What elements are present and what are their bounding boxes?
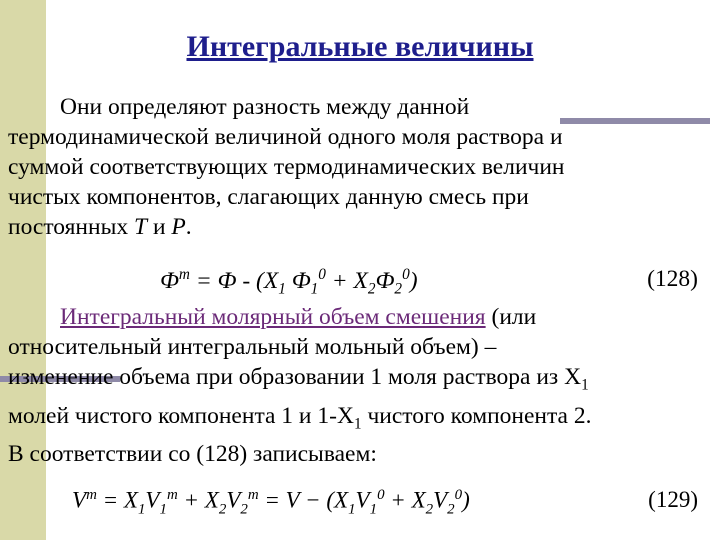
p2-line5: В соответствии со (128) записываем:: [8, 441, 377, 468]
term-link: Интегральный молярный объем смешения: [60, 304, 486, 330]
p2-line3: изменение объема при образовании 1 моля раствора из X: [8, 364, 582, 390]
p1-line5: постоянных: [8, 214, 134, 240]
var-T: T: [133, 214, 148, 240]
period: .: [185, 214, 192, 240]
formula-129: $V^m = X_1V_1^m + X_2V_2^m = V - (X_1V_1^0 + X_2V_2^0)$: [72, 487, 470, 518]
equation-number-128: (128): [647, 266, 698, 292]
paragraph-molar-volume: Интегральный молярный объем смешения (или относительный интегральный мольный объем) – изменение объема при образовании 1 моля раствора из $X_1$ молей чистого компонента 1 и $1-X_1$ чистого компонента 2. В соответствии со (128) записываем:: [8, 304, 592, 468]
p1-line1: Они определяют разность между данной: [60, 94, 470, 120]
paragraph-definition: [8, 92, 708, 242]
and-word: и: [147, 214, 172, 240]
p1-line3: суммой соответствующих термодинамических величин: [8, 154, 565, 180]
equation-number-129: (129): [648, 487, 698, 512]
p2-line4: молей чистого компонента 1 и 1-X: [8, 402, 354, 429]
p2-line2: относительный интегральный мольный объем) –: [8, 334, 497, 360]
p1-line2: термодинамической величиной одного моля раствора и: [8, 124, 563, 150]
var-P: P: [171, 214, 186, 240]
p1-line4: чистых компонентов, слагающих данную смесь при: [8, 184, 529, 210]
formula-128: $Ф^m = Ф - (X_1$ $Ф_1^0 + X_2Ф_2^0$): [160, 266, 418, 298]
page-title: Интегральные величины: [186, 30, 534, 63]
